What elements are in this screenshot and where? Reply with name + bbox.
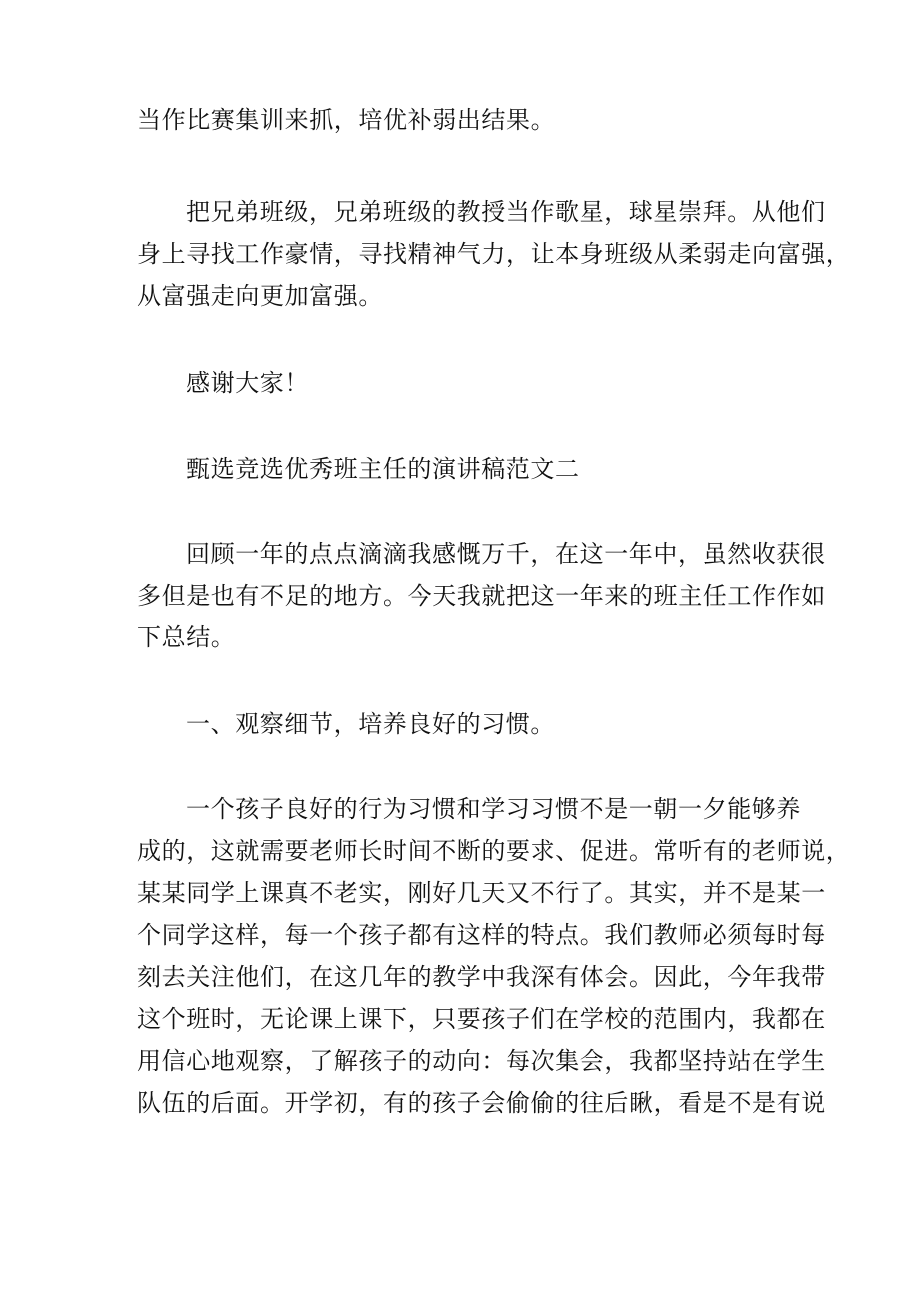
paragraph-line: 用信心地观察，了解孩子的动向：每次集会，我都坚持站在学生 — [137, 1047, 826, 1075]
paragraph-line: 多但是也有不足的地方。今天我就把这一年来的班主任工作作如 — [137, 582, 826, 610]
section-title: 甄选竞选优秀班主任的演讲稿范文二 — [186, 455, 580, 483]
paragraph-line: 某某同学上课真不老实，刚好几天又不行了。其实，并不是某一 — [137, 879, 826, 907]
paragraph-line: 身上寻找工作豪情，寻找精神气力，让本身班级从柔弱走向富强， — [137, 240, 851, 268]
paragraph-line: 下总结。 — [137, 623, 236, 651]
paragraph-line: 把兄弟班级，兄弟班级的教授当作歌星，球星崇拜。从他们 — [186, 198, 826, 226]
closing-line: 感谢大家！ — [186, 369, 309, 397]
paragraph-line: 这个班时，无论课上课下，只要孩子们在学校的范围内，我都在 — [137, 1005, 826, 1033]
paragraph-line: 一个孩子良好的行为习惯和学习习惯不是一朝一夕能够养 — [186, 795, 801, 823]
paragraph-line: 个同学这样，每一个孩子都有这样的特点。我们教师必须每时每 — [137, 921, 826, 949]
subsection-heading: 一、观察细节，培养良好的习惯。 — [186, 710, 555, 738]
paragraph-line: 刻去关注他们，在这几年的教学中我深有体会。因此，今年我带 — [137, 963, 826, 991]
paragraph-line: 队伍的后面。开学初，有的孩子会偷偷的往后瞅，看是不是有说 — [137, 1089, 826, 1117]
paragraph-line: 成的，这就需要老师长时间不断的要求、促进。常听有的老师说， — [137, 837, 851, 865]
paragraph-line: 从富强走向更加富强。 — [137, 282, 383, 310]
paragraph-line: 当作比赛集训来抓，培优补弱出结果。 — [137, 106, 556, 134]
paragraph-line: 回顾一年的点点滴滴我感慨万千，在这一年中，虽然收获很 — [186, 540, 826, 568]
